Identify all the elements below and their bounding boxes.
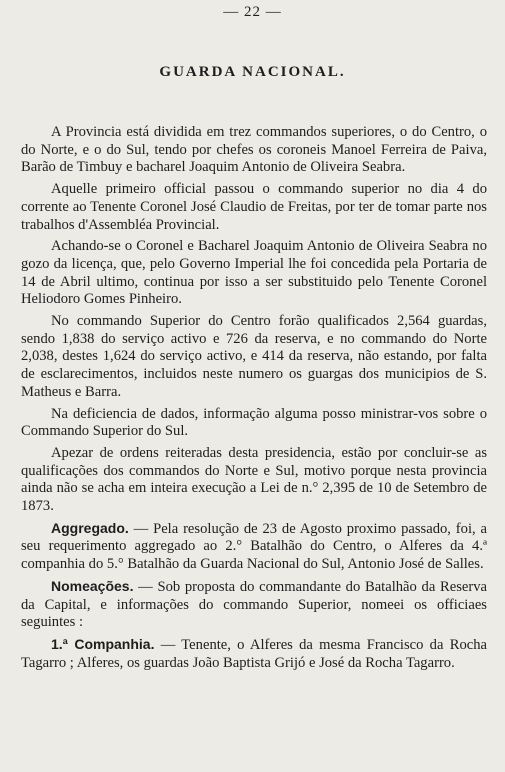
- aggregado-paragraph: [21, 520, 487, 574]
- section-heading: GUARDA NACIONAL.: [159, 64, 346, 80]
- paragraph: Aquelle primeiro official passou o commando superior no dia 4 do corrente ao Tenente Coronel José Claudio de Freitas, por ter de tomar parte nos trabalhos d'Assembléa Provincial.: [21, 181, 487, 233]
- aggregado-text: — Pela resolução de 23 de Agosto proximo passado, foi, a seu requerimento aggregado ao 2.° Batalhão do Centro, o Alferes da 4.ª companhia do 5.° Batalhão da Guarda Nacional do Sul, Antonio José de Salles.: [21, 520, 487, 573]
- nomeacoes-heading: Nomeações.: [51, 577, 134, 594]
- aggregado-heading: Aggregado.: [51, 519, 129, 536]
- nomeacoes-text: — Sob proposta do commandante do Batalhão da Reserva da Capital, e informações do commando Superior, nomeei os officiaes seguintes :: [21, 578, 487, 631]
- companhia-heading: 1.ª Companhia.: [51, 635, 155, 652]
- paragraph: Apezar de ordens reiteradas desta presidencia, estão por concluir-se as qualificações dos commandos do Norte e Sul, motivo porque nesta provincia ainda não se acha em inteira execução a Lei de n.° 2,395 de 10 de Setembro de 1873.: [21, 444, 487, 515]
- page-number: — 22 —: [223, 4, 282, 20]
- paragraph: No commando Superior do Centro forão qualificados 2,564 guardas, sendo 1,838 do serviço activo e 726 da reserva, e no commando do Norte 2,038, destes 1,624 do serviço activo, e 414 da reserva, não estando, por falta de esclarecimentos, incluidos neste numero os guargas dos municipios de S. Matheus e Barra.: [21, 313, 487, 400]
- companhia-text: — Tenente, o Alferes da mesma Francisco da Rocha Tagarro ; Alferes, os guardas João Baptista Grijó e José da Rocha Tagarro.: [21, 636, 487, 671]
- nomeacoes-paragraph: [21, 578, 487, 632]
- companhia-paragraph: [21, 636, 487, 672]
- paragraph: Na deficiencia de dados, informação alguma posso ministrar-vos sobre o Commando Superior do Sul.: [21, 405, 487, 440]
- document-body: [21, 124, 487, 676]
- paragraph: Achando-se o Coronel e Bacharel Joaquim Antonio de Oliveira Seabra no gozo da licença, que, pelo Governo Imperial lhe foi concedida pela Portaria de 14 de Abril ultimo, continua por isso a ser substituido pelo Tenente Coronel Heliodoro Gomes Pinheiro.: [21, 238, 487, 308]
- paragraph: A Provincia está dividida em trez commandos superiores, o do Centro, o do Norte, e o do Sul, tendo por chefes os coroneis Manoel Ferreira de Paiva, Barão de Timbuy e bacharel Joaquim Antonio de Oliveira Seabra.: [21, 124, 487, 176]
